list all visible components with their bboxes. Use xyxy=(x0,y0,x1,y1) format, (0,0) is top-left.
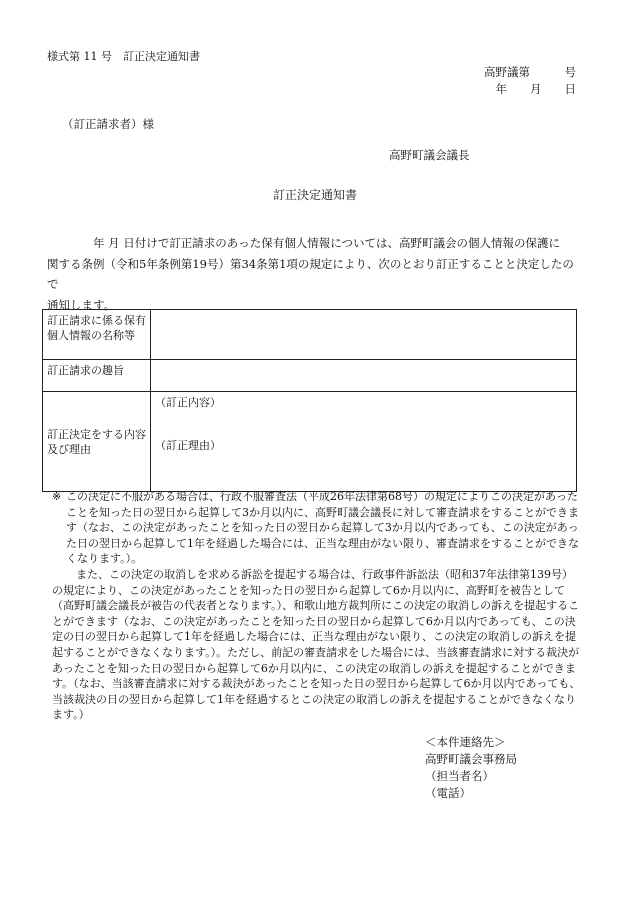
table-row xyxy=(43,360,577,392)
value-cell-request-purpose xyxy=(151,360,577,392)
correction-content-heading: （訂正内容） xyxy=(155,396,221,409)
contact-office: 高野町議会事務局 xyxy=(425,752,517,766)
contact-phone: （電話） xyxy=(425,786,471,800)
row-label-request-purpose: 訂正請求の趣旨 xyxy=(43,360,151,392)
appeal-notice-paragraph-1: この決定に不服がある場合は、行政不服審査法（平成26年法律第68号）の規定によりこの決定があったことを知った日の翌日から起算して3か月以内に、高野町議会議長に対して審査請求をすることができます（なお、この決定があったことを知った日の翌日から起算して3か月以内であっても、この決定があった日の翌日から起算して1年を経過した場合には、正当な理由がない限り、審査請求をすることができなくなります。）。 xyxy=(66,490,579,566)
issue-date: 年 月 日 xyxy=(495,82,576,96)
notice-body-line-3: 通知します。 xyxy=(47,297,116,312)
recipient-name: （訂正請求者）様 xyxy=(62,117,154,131)
issuer-name: 高野町議会議長 xyxy=(389,148,470,162)
appeal-notice xyxy=(52,489,582,723)
note-mark: ※ xyxy=(52,490,62,503)
notice-body-line-2: 関する条例（令和5年条例第19号）第34条第1項の規定により、次のとおり訂正することと決定したので xyxy=(47,256,574,291)
notice-body xyxy=(47,233,585,315)
row-label-decision-details: 訂正決定をする内容及び理由 xyxy=(43,392,151,492)
notice-body-line-1: 年 月 日付けで訂正請求のあった保有個人情報については、高野町議会の個人情報の保護に xyxy=(93,236,560,250)
table-row xyxy=(43,310,577,360)
correction-details-table xyxy=(42,309,577,492)
correction-reason-heading: （訂正理由） xyxy=(155,439,221,452)
row-label-info-name: 訂正請求に係る保有個人情報の名称等 xyxy=(43,310,151,360)
contact-block xyxy=(425,734,517,802)
table-row xyxy=(43,392,577,492)
document-title: 訂正決定通知書 xyxy=(272,188,357,202)
form-identifier: 様式第 11 号 訂正決定通知書 xyxy=(47,50,200,63)
value-cell-decision-details xyxy=(151,392,577,492)
contact-person: （担当者名） xyxy=(425,769,494,783)
appeal-notice-paragraph-2: また、この決定の取消しを求める訴訟を提起する場合は、行政事件訴訟法（昭和37年法律第139号）の規定により、この決定があったことを知った日の翌日から起算して6か月以内に、高野町を被告として（高野町議会議長が被告の代表者となります。）、和歌山地方裁判所にこの決定の取消しの訴えを提起することができます（なお、この決定があったことを知った日の翌日から起算して6か月以内であっても、この決定の日の翌日から起算して1年を経過した場合には、正当な理由がない限り、この決定の取消しの訴えを提起することができなくなります。）。ただし、前記の審査請求をした場合には、当該審査請求に対する裁決があったことを知った日の翌日から起算して6か月以内に、この決定の取消しの訴えを提起することができます。（なお、当該審査請求に対する裁決があったことを知った日の翌日から起算して6か月以内であっても、当該裁決の日の翌日から起算して1年を経過するとこの決定の取消しの訴えを提起することができなくなります。） xyxy=(52,567,581,722)
reference-number: 高野議第 号 xyxy=(484,65,576,79)
value-cell-info-name xyxy=(151,310,577,360)
contact-heading: ＜本件連絡先＞ xyxy=(425,735,506,749)
